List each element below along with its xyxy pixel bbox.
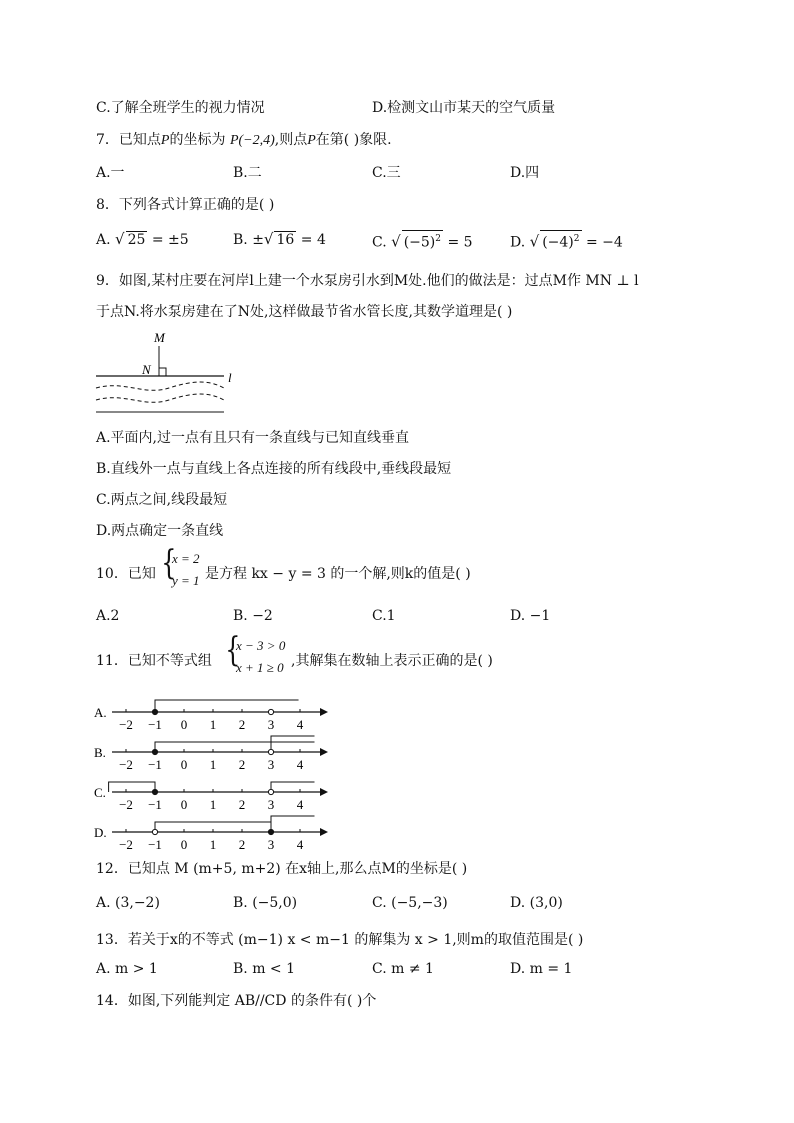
q10-brace: { [161, 543, 177, 583]
q12-option-c: C. (−5,−3) [372, 895, 448, 911]
q11-number-lines [94, 688, 334, 852]
tick-label: 4 [296, 717, 304, 732]
solid-dot [152, 749, 157, 754]
q14-stem: 14．如图,下列能判定 AB//CD 的条件有( )个 [96, 993, 377, 1009]
q10-post: 是方程 kx − y = 3 的一个解,则k的值是( ) [205, 566, 471, 582]
q8-option-a: A. √ 25 = ±5 [96, 230, 189, 248]
q12-stem: 12．已知点 M (m+5, m+2) 在x轴上,那么点M的坐标是( ) [96, 861, 468, 877]
solution-bracket [271, 736, 315, 752]
hollow-dot [268, 709, 273, 714]
q10-eq1: x = 2 [172, 551, 200, 566]
q11-brace: { [225, 630, 241, 670]
q8-option-d: D. √ $(-4)^2 = -4$ [510, 230, 623, 251]
q9-option-c: C.两点之间,线段最短 [96, 492, 228, 508]
q10-stem: 10．已知 [96, 566, 156, 582]
label-l: l [228, 370, 232, 385]
q9-option-a: A.平面内,过一点有且只有一条直线与已知直线垂直 [96, 430, 410, 446]
q6-option-c: C.了解全班学生的视力情况 [96, 100, 265, 116]
tick-label: 4 [296, 757, 304, 772]
solid-dot [152, 789, 157, 794]
label-n: N [142, 362, 151, 377]
tick-label: 2 [238, 797, 246, 812]
tick-label: −2 [119, 757, 133, 772]
q10-option-a: A.2 [96, 608, 120, 624]
solution-bracket [155, 742, 315, 752]
tick-label: −2 [119, 837, 133, 852]
label-m: M [154, 330, 165, 345]
q7-option-a: A.一 [96, 165, 125, 181]
axis-arrow-icon [320, 708, 328, 716]
q9-line1: 9．如图,某村庄要在河岸l上建一个水泵房引水到M处.他们的做法是：过点M作 MN ⊥ l [96, 273, 639, 289]
q13-option-a: A. m > 1 [96, 961, 158, 977]
tick-label: 3 [267, 797, 275, 812]
tick-label: 1 [209, 837, 217, 852]
q8-option-c: C. √ $(-5)^2 = 5$ [372, 230, 473, 251]
q9-river-figure [94, 328, 244, 420]
tick-label: 3 [267, 757, 275, 772]
solid-dot [268, 829, 273, 834]
tick-label: 1 [209, 797, 217, 812]
q12-option-d: D. (3,0) [510, 895, 563, 911]
q10-option-d: D. −1 [510, 608, 551, 624]
tick-label: 4 [296, 837, 304, 852]
solution-bracket [155, 700, 299, 712]
tick-label: 3 [267, 717, 275, 732]
tick-label: −1 [148, 797, 162, 812]
number-line-d [94, 816, 328, 852]
q7-stem: 7．已知点P的坐标为 P(−2,4),则点P在第( )象限. [96, 132, 392, 148]
tick-label: −2 [119, 797, 133, 812]
tick-label: 0 [180, 797, 188, 812]
tick-label: 0 [180, 757, 188, 772]
tick-label: −2 [119, 717, 133, 732]
q9-option-d: D.两点确定一条直线 [96, 523, 224, 539]
q6-option-d: D.检测文山市某天的空气质量 [372, 100, 556, 116]
q11-ineq2: x + 1 ≥ 0 [236, 660, 284, 675]
number-line-label: D. [94, 825, 107, 840]
q13-option-d: D. m = 1 [510, 961, 573, 977]
solution-bracket [271, 816, 315, 832]
q10-eq2: y = 1 [172, 573, 200, 588]
q7-option-b: B.二 [233, 165, 262, 181]
q8-option-b: B. ±√ 16 = 4 [233, 230, 326, 248]
q12-option-a: A. (3,−2) [96, 895, 160, 911]
hollow-dot [268, 749, 273, 754]
tick-label: −1 [148, 717, 162, 732]
tick-label: 3 [267, 837, 275, 852]
number-line-c [94, 782, 328, 812]
number-line-b [94, 736, 328, 772]
q13-option-c: C. m ≠ 1 [372, 961, 434, 977]
solid-dot [152, 709, 157, 714]
tick-label: 4 [296, 797, 304, 812]
q11-stem: 11．已知不等式组 [96, 653, 212, 669]
tick-label: −1 [148, 837, 162, 852]
q9-option-b: B.直线外一点与直线上各点连接的所有线段中,垂线段最短 [96, 461, 452, 477]
number-line-label: A. [94, 705, 107, 720]
tick-label: 2 [238, 837, 246, 852]
q7-option-c: C.三 [372, 165, 401, 181]
q10-option-b: B. −2 [233, 608, 273, 624]
tick-label: −1 [148, 757, 162, 772]
tick-label: 2 [238, 757, 246, 772]
hollow-dot [268, 789, 273, 794]
q11-ineq1: x − 3 > 0 [236, 638, 286, 653]
axis-arrow-icon [320, 748, 328, 756]
tick-label: 1 [209, 717, 217, 732]
q12-option-b: B. (−5,0) [233, 895, 298, 911]
solution-bracket [271, 782, 315, 792]
tick-label: 0 [180, 837, 188, 852]
number-line-label: C. [94, 785, 106, 800]
q9-line2: 于点N.将水泵房建在了N处,这样做最节省水管长度,其数学道理是( ) [96, 304, 513, 320]
number-line-a [94, 700, 328, 732]
number-line-label: B. [94, 745, 106, 760]
q8-stem: 8．下列各式计算正确的是( ) [96, 197, 275, 213]
q13-option-b: B. m < 1 [233, 961, 296, 977]
hollow-dot [152, 829, 157, 834]
q13-stem: 13．若关于x的不等式 (m−1) x < m−1 的解集为 x > 1,则m的取值范围是( ) [96, 932, 584, 948]
solution-bracket [109, 782, 155, 792]
axis-arrow-icon [320, 788, 328, 796]
tick-label: 1 [209, 757, 217, 772]
q10-option-c: C.1 [372, 608, 396, 624]
axis-arrow-icon [320, 828, 328, 836]
tick-label: 2 [238, 717, 246, 732]
q7-option-d: D.四 [510, 165, 540, 181]
q11-post: ,其解集在数轴上表示正确的是( ) [291, 653, 493, 669]
tick-label: 0 [180, 717, 188, 732]
